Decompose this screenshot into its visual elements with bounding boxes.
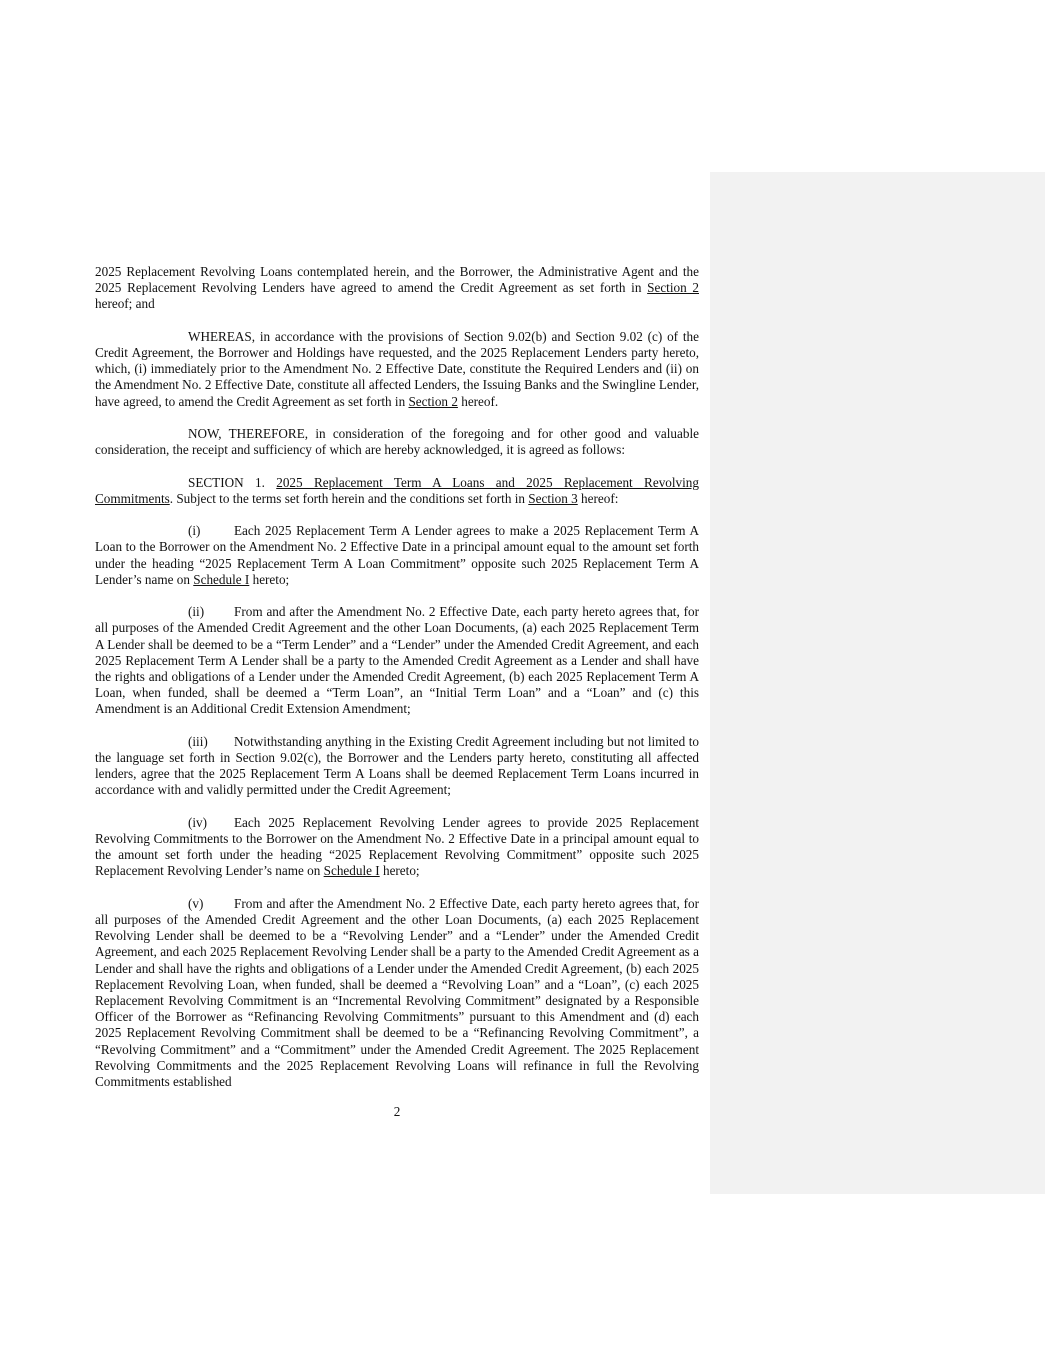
clause-number: (ii) bbox=[188, 604, 205, 620]
page-number: 2 bbox=[393, 1104, 401, 1119]
clause-number: (iii) bbox=[188, 733, 208, 749]
section-3-reference[interactable]: Section 3 bbox=[528, 490, 578, 506]
comment-margin-pane bbox=[710, 172, 1045, 1194]
clause-iii: (iii) Notwithstanding anything in the Existing Credit Agreement including but not limited to the language set forth in Section 9.02(c), the Borrower and the Lenders party hereto, constituting all affected lenders, agree that the 2025 Replacement Term A Loans shall be deemed Replacement Term Loans incurred in accordance with and validly permitted under the Credit Agreement; bbox=[95, 733, 699, 798]
clause-number: (i) bbox=[188, 523, 201, 539]
section-1-paragraph: SECTION 1. 2025 Replacement Term A Loans and 2025 Replacement Revolving Commitments. Subject to the terms set forth herein and the conditions set forth in Section 3 hereof: bbox=[95, 474, 699, 506]
paragraph-continuation: 2025 Replacement Revolving Loans contemplated herein, and the Borrower, the Administrative Agent and the 2025 Replacement Revolving Lenders have agreed to amend the Credit Agreement as set forth in Section 2 hereof; and bbox=[95, 264, 699, 312]
clause-iv: (iv) Each 2025 Replacement Revolving Lender agrees to provide 2025 Replacement Revolving Commitments to the Borrower on the Amendment No. 2 Effective Date in a principal amount equal to the amount set forth under the heading “2025 Replacement Revolving Commitment” opposite such 2025 Replacement Revolving Lender’s name on Schedule I hereto; bbox=[95, 814, 699, 879]
section-1-heading: 2025 Replacement Term A Loans and 2025 Replacement Revolving Commitments bbox=[95, 474, 699, 506]
clause-v: (v) From and after the Amendment No. 2 Effective Date, each party hereto agrees that, for all purposes of the Amended Credit Agreement and the other Loan Documents, (a) each 2025 Replacement Revolving Lender shall be deemed to be a “Revolving Lender” and a “Lender” under the Amended Credit Agreement, and each 2025 Replacement Revolving Lender shall be a party to the Amended Credit Agreement as a Lender and shall have the rights and obligations of a Lender under the Amended Credit Agreement, (b) each 2025 Replacement Revolving Loan, when funded, shall be deemed a “Revolving Loan” and a “Loan”, (c) each 2025 Replacement Revolving Commitment is an “Incremental Revolving Commitment” designated by a Responsible Officer of the Borrower as “Refinancing Revolving Commitments” pursuant to this Amendment and (d) each 2025 Replacement Revolving Commitment shall be deemed to be a “Refinancing Revolving Commitment”, a “Revolving Commitment” and a “Commitment” under the Amended Credit Agreement. The 2025 Replacement Revolving Commitments and the 2025 Replacement Revolving Loans will refinance in full the Revolving Commitments established bbox=[95, 895, 699, 1090]
clause-i: (i) Each 2025 Replacement Term A Lender agrees to make a 2025 Replacement Term A Loan to the Borrower on the Amendment No. 2 Effective Date in a principal amount equal to the amount set forth under the heading “2025 Replacement Term A Loan Commitment” opposite such 2025 Replacement Term A Lender’s name on Schedule I hereto; bbox=[95, 523, 699, 587]
clause-number: (v) bbox=[188, 895, 204, 911]
document-body bbox=[95, 264, 699, 1090]
section-2-reference[interactable]: Section 2 bbox=[647, 280, 699, 296]
clause-ii: (ii) From and after the Amendment No. 2 Effective Date, each party hereto agrees that, for all purposes of the Amended Credit Agreement and the other Loan Documents, (a) each 2025 Replacement Term A Lender shall be deemed to be a “Term Lender” and a “Lender” under the Amended Credit Agreement, and each 2025 Replacement Term A Lender shall be a party to the Amended Credit Agreement as a Lender and shall have the rights and obligations of a Lender under the Amended Credit Agreement, (b) each 2025 Replacement Term A Loan, when funded, shall be deemed a “Term Loan”, an “Initial Term Loan” and a “Loan” and (c) this Amendment is an Additional Credit Extension Amendment; bbox=[95, 604, 699, 717]
schedule-i-reference[interactable]: Schedule I bbox=[193, 571, 250, 587]
schedule-i-reference[interactable]: Schedule I bbox=[323, 863, 380, 879]
whereas-paragraph: WHEREAS, in accordance with the provisions of Section 9.02(b) and Section 9.02 (c) of the Credit Agreement, the Borrower and Holdings have requested, and the 2025 Replacement Lenders party hereto, which, (i) immediately prior to the Amendment No. 2 Effective Date, constitute the Required Lenders and (ii) on the Amendment No. 2 Effective Date, constitute all affected Lenders, the Issuing Banks and the Swingline Lender, have agreed, to amend the Credit Agreement as set forth in Section 2 hereof. bbox=[95, 328, 699, 409]
section-2-reference[interactable]: Section 2 bbox=[408, 393, 458, 409]
now-therefore-paragraph: NOW, THEREFORE, in consideration of the foregoing and for other good and valuable consideration, the receipt and sufficiency of which are hereby acknowledged, it is agreed as follows: bbox=[95, 426, 699, 458]
clause-number: (iv) bbox=[188, 814, 208, 830]
